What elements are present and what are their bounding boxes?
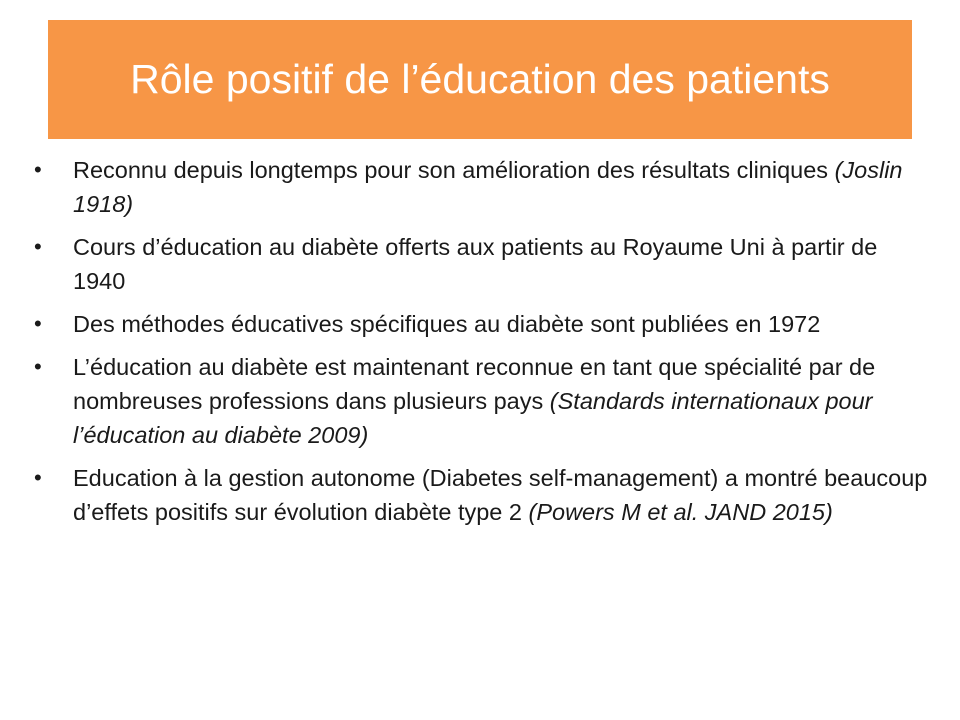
slide-title: Rôle positif de l’éducation des patients <box>130 56 830 102</box>
bullet-dot-icon: • <box>34 234 42 259</box>
bullet-list <box>34 153 934 538</box>
bullet-text: Education à la gestion autonome (Diabetes self-management) a montré beaucoup d’effets positifs sur évolution diabète type 2 <box>73 465 928 525</box>
title-bar <box>48 20 912 139</box>
bullet-text: Cours d’éducation au diabète offerts aux patients au Royaume Uni à partir de 1940 <box>73 234 878 294</box>
bullet-dot-icon: • <box>34 465 42 490</box>
bullet-dot-icon: • <box>34 157 42 182</box>
bullet-item <box>34 153 934 221</box>
bullet-item <box>34 350 934 452</box>
bullet-item <box>34 461 934 529</box>
bullet-item <box>34 230 934 298</box>
bullet-text: Reconnu depuis longtemps pour son amélioration des résultats cliniques <box>73 157 829 183</box>
bullet-text: L’éducation au diabète est maintenant reconnue en tant que spécialité par de nombreuses professions dans plusieurs pays <box>73 354 876 414</box>
bullet-dot-icon: • <box>34 311 42 336</box>
bullet-item <box>34 307 934 341</box>
bullet-citation: (Powers M et al. JAND 2015) <box>528 499 833 525</box>
bullet-dot-icon: • <box>34 354 42 379</box>
bullet-citation: (Standards internationaux pour l’éducation au diabète 2009) <box>73 388 873 448</box>
bullet-text: Des méthodes éducatives spécifiques au diabète sont publiées en 1972 <box>73 311 821 337</box>
bullet-citation: (Joslin 1918) <box>73 157 903 217</box>
